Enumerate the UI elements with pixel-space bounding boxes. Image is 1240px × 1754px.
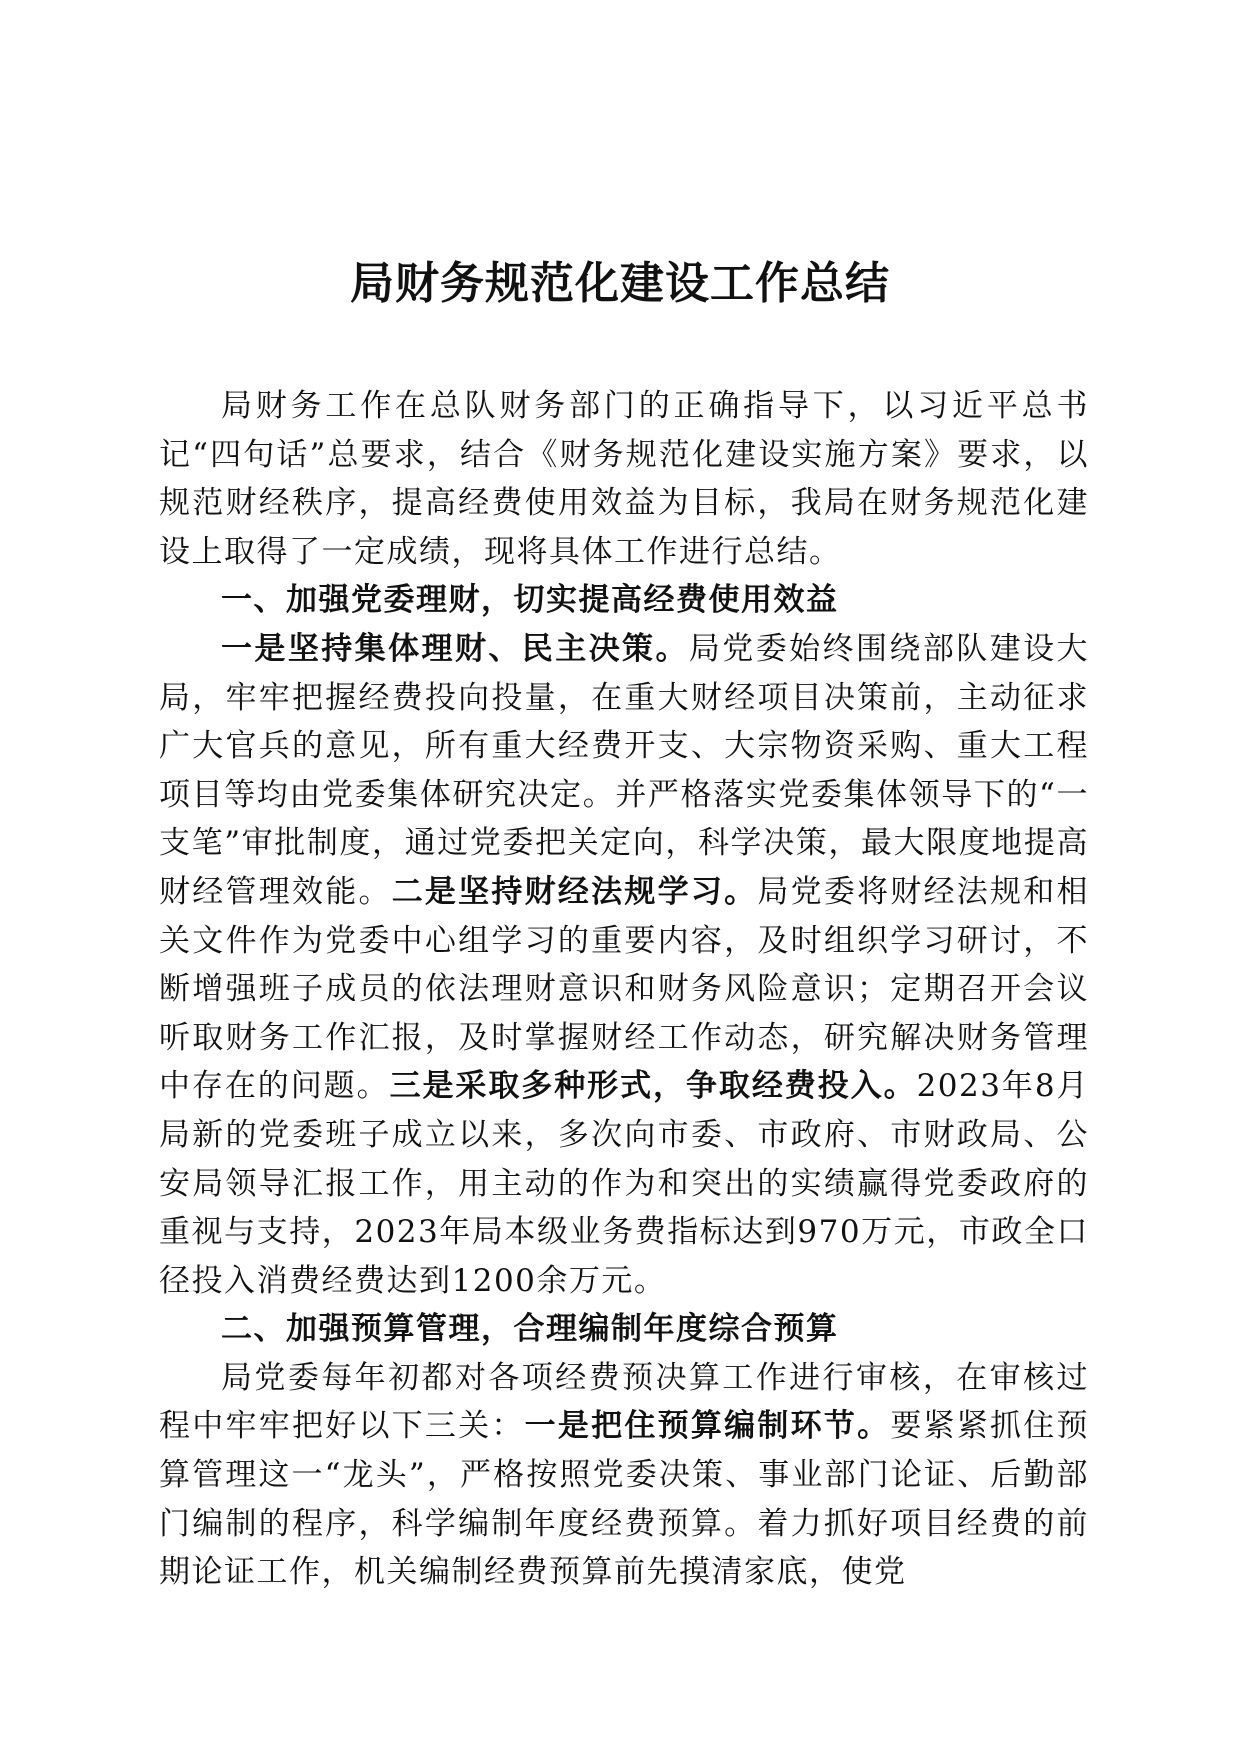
document-body [159,382,1089,1597]
section-2-paragraph [159,1354,1089,1597]
section-2-text-1: 要紧紧抓住预算管理这一“龙头”，严格按照党委决策、事业部门论证、后勤部门编制的程序，科学编制年度经费预算。着力抓好项目经费的前期论证工作，机关编制经费预算前先摸清家底，使党 [159,1408,1090,1591]
section-1-heading: 一、加强党委理财，切实提高经费使用效益 [221,582,839,619]
section-1-lead-3: 三是采取多种形式，争取经费投入。 [389,1068,917,1105]
section-1-text-3: 2023年8月局新的党委班子成立以来，多次向市委、市政府、市财政局、公安局领导汇报工作，用主动的作为和突出的实绩赢得党委政府的重视与支持，2023年局本级业务费指标达到970万元，市政全口径投入消费经费达到1200余万元。 [159,1068,1089,1299]
section-1-lead-2: 二是坚持财经法规学习。 [391,873,758,910]
document-title: 局财务规范化建设工作总结 [350,258,890,309]
section-1-text-2: 局党委将财经法规和相关文件作为党委中心组学习的重要内容，及时组织学习研讨，不断增强班子成员的依法理财意识和财务风险意识；定期召开会议听取财务工作汇报，及时掌握财经工作动态，研究解决财务管理中存在的问题。 [159,873,1090,1105]
section-1-lead-1: 一是坚持集体理财、民主决策。 [221,630,689,667]
section-2-lead-1: 一是把住预算编制环节。 [524,1408,891,1445]
section-2-heading: 二、加强预算管理，合理编制年度综合预算 [221,1311,839,1348]
section-1-text-1: 局党委始终围绕部队建设大局，牢牢把握经费投向投量，在重大财经项目决策前，主动征求广大官兵的意见，所有重大经费开支、大宗物资采购、重大工程项目等均由党委集体研究决定。并严格落实党委集体领导下的“一支笔”审批制度，通过党委把关定向，科学决策，最大限度地提高财经管理效能。 [159,630,1090,910]
section-1-paragraph [159,625,1089,1305]
intro-paragraph: 局财务工作在总队财务部门的正确指导下，以习近平总书记“四句话”总要求，结合《财务规范化建设实施方案》要求，以规范财经秩序，提高经费使用效益为目标，我局在财务规范化建设上取得了一定成绩，现将具体工作进行总结。 [159,388,1089,570]
section-2-text-0: 局党委每年初都对各项经费预决算工作进行审核，在审核过程中牢牢把好以下三关： [159,1359,1089,1445]
